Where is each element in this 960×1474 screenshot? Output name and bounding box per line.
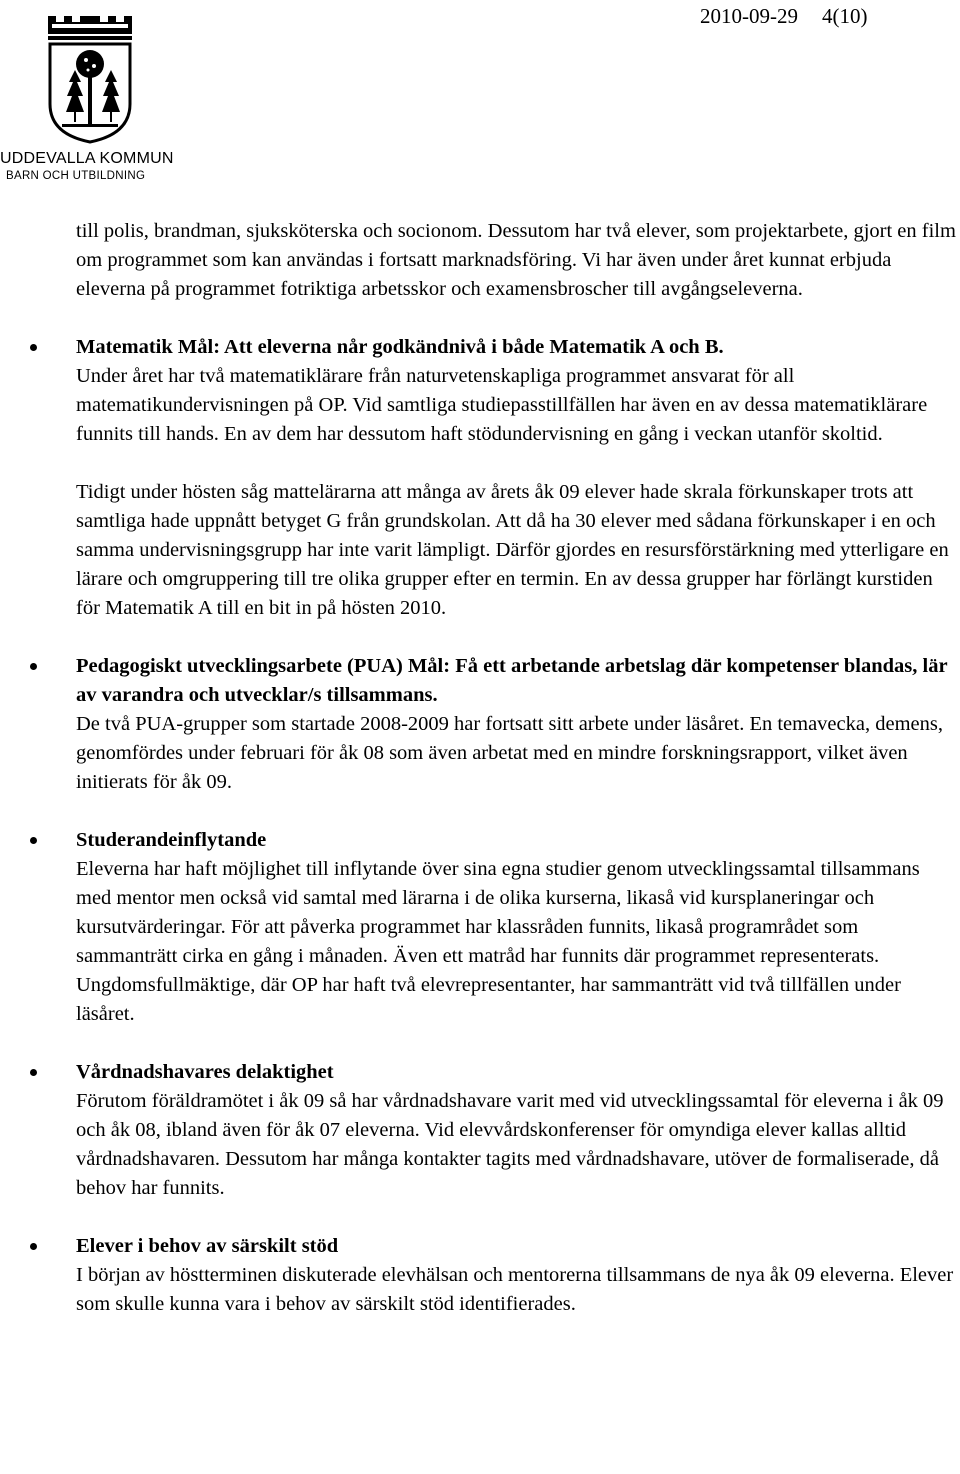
organization-unit: BARN OCH UTBILDNING (6, 170, 146, 182)
section-paragraph: I början av höstterminen diskuterade elevhälsan och mentorerna tillsammans de nya åk 09 eleverna. Elever som skulle kunna vara i behov av särskilt stöd identifierades. (76, 1264, 954, 1315)
section-heading: Pedagogiskt utvecklingsarbete (PUA) Mål: Få ett arbetande arbetslag där kompetenser blandas, lär av varandra och utvecklar/s tillsammans. (76, 655, 948, 706)
section-sarskilt-stod (76, 1232, 956, 1319)
section-paragraph: Eleverna har haft möjlighet till inflytande över sina egna studier genom utvecklingssamtal tillsammans med mentor men också vid samtal med lärarna i de olika kurserna, likaså vid kursplaneringar och kursutvärderingar. För att påverka programmet har klassråden funnits, likaså programrådet som sammanträtt cirka en gång i månaden. Även ett matråd har funnits där programmet representerats. Ungdomsfullmäktige, där OP har haft två elevrepresentanter, har sammanträtt vid två tillfällen under läsåret. (76, 858, 920, 1025)
bullet-icon (30, 1069, 37, 1076)
bullet-icon (30, 344, 37, 351)
section-studerandeinflytande (76, 826, 956, 1029)
municipality-logo (0, 0, 190, 190)
section-heading: Vårdnadshavares delaktighet (76, 1061, 334, 1083)
section-vardnadshavare (76, 1058, 956, 1203)
bullet-icon (30, 663, 37, 670)
section-paragraph: Förutom föräldramötet i åk 09 så har vårdnadshavare varit med vid utvecklingssamtal för eleverna i åk 09 och åk 08, ibland även för åk 07 eleverna. Vid elevvårdskonferenser för omyndiga elever kallas alltid vårdnadshavaren. Dessutom har många kontakter tagits med vårdnadshavare, utöver de formaliserade, då behov har funnits. (76, 1090, 944, 1199)
page-number: 4(10) (822, 4, 868, 28)
intro-paragraph: till polis, brandman, sjuksköterska och socionom. Dessutom har två elever, som projektarbete, gjort en film om programmet som kan användas i fortsatt marknadsföring. Vi har även under året kunnat erbjuda eleverna på programmet fotriktiga arbetsskor och examensbroscher till avgångseleverna. (76, 220, 956, 300)
organization-name: UDDEVALLA KOMMUN (0, 150, 174, 167)
document-body (76, 217, 956, 1319)
section-heading: Matematik Mål: Att eleverna når godkändnivå i både Matematik A och B. (76, 336, 724, 358)
section-matematik (76, 333, 956, 623)
document-date: 2010-09-29 (700, 4, 798, 28)
bullet-icon (30, 1243, 37, 1250)
section-paragraph: De två PUA-grupper som startade 2008-2009 har fortsatt sitt arbete under läsåret. En temavecka, demens, genomfördes under februari för åk 08 som även arbetat med en mindre forskningsrapport, vilket även initierats för åk 09. (76, 713, 943, 793)
section-heading: Studerandeinflytande (76, 829, 267, 851)
section-paragraph: Under året har två matematiklärare från naturvetenskapliga programmet ansvarat för all matematikundervisningen på OP. Vid samtliga studiepasstillfällen har även en av dessa matematiklärare funnits till hands. En av dem har dessutom haft stödundervisning en gång i veckan utanför skoltid. (76, 365, 928, 445)
coat-of-arms-icon (42, 12, 138, 144)
section-pua (76, 652, 956, 797)
section-heading: Elever i behov av särskilt stöd (76, 1235, 339, 1257)
section-paragraph: Tidigt under hösten såg mattelärarna att många av årets åk 09 elever hade skrala förkunskaper trots att samtliga hade uppnått betyget G från grundskolan. Att då ha 30 elever med sådana förkunskaper i en och samma undervisningsgrupp har inte varit lämpligt. Därför gjordes en resursförstärkning med ytterligare en lärare och omgruppering till tre olika grupper efter en termin. En av dessa grupper har förlängt kurstiden för Matematik A till en bit in på hösten 2010. (76, 481, 949, 619)
bullet-icon (30, 837, 37, 844)
